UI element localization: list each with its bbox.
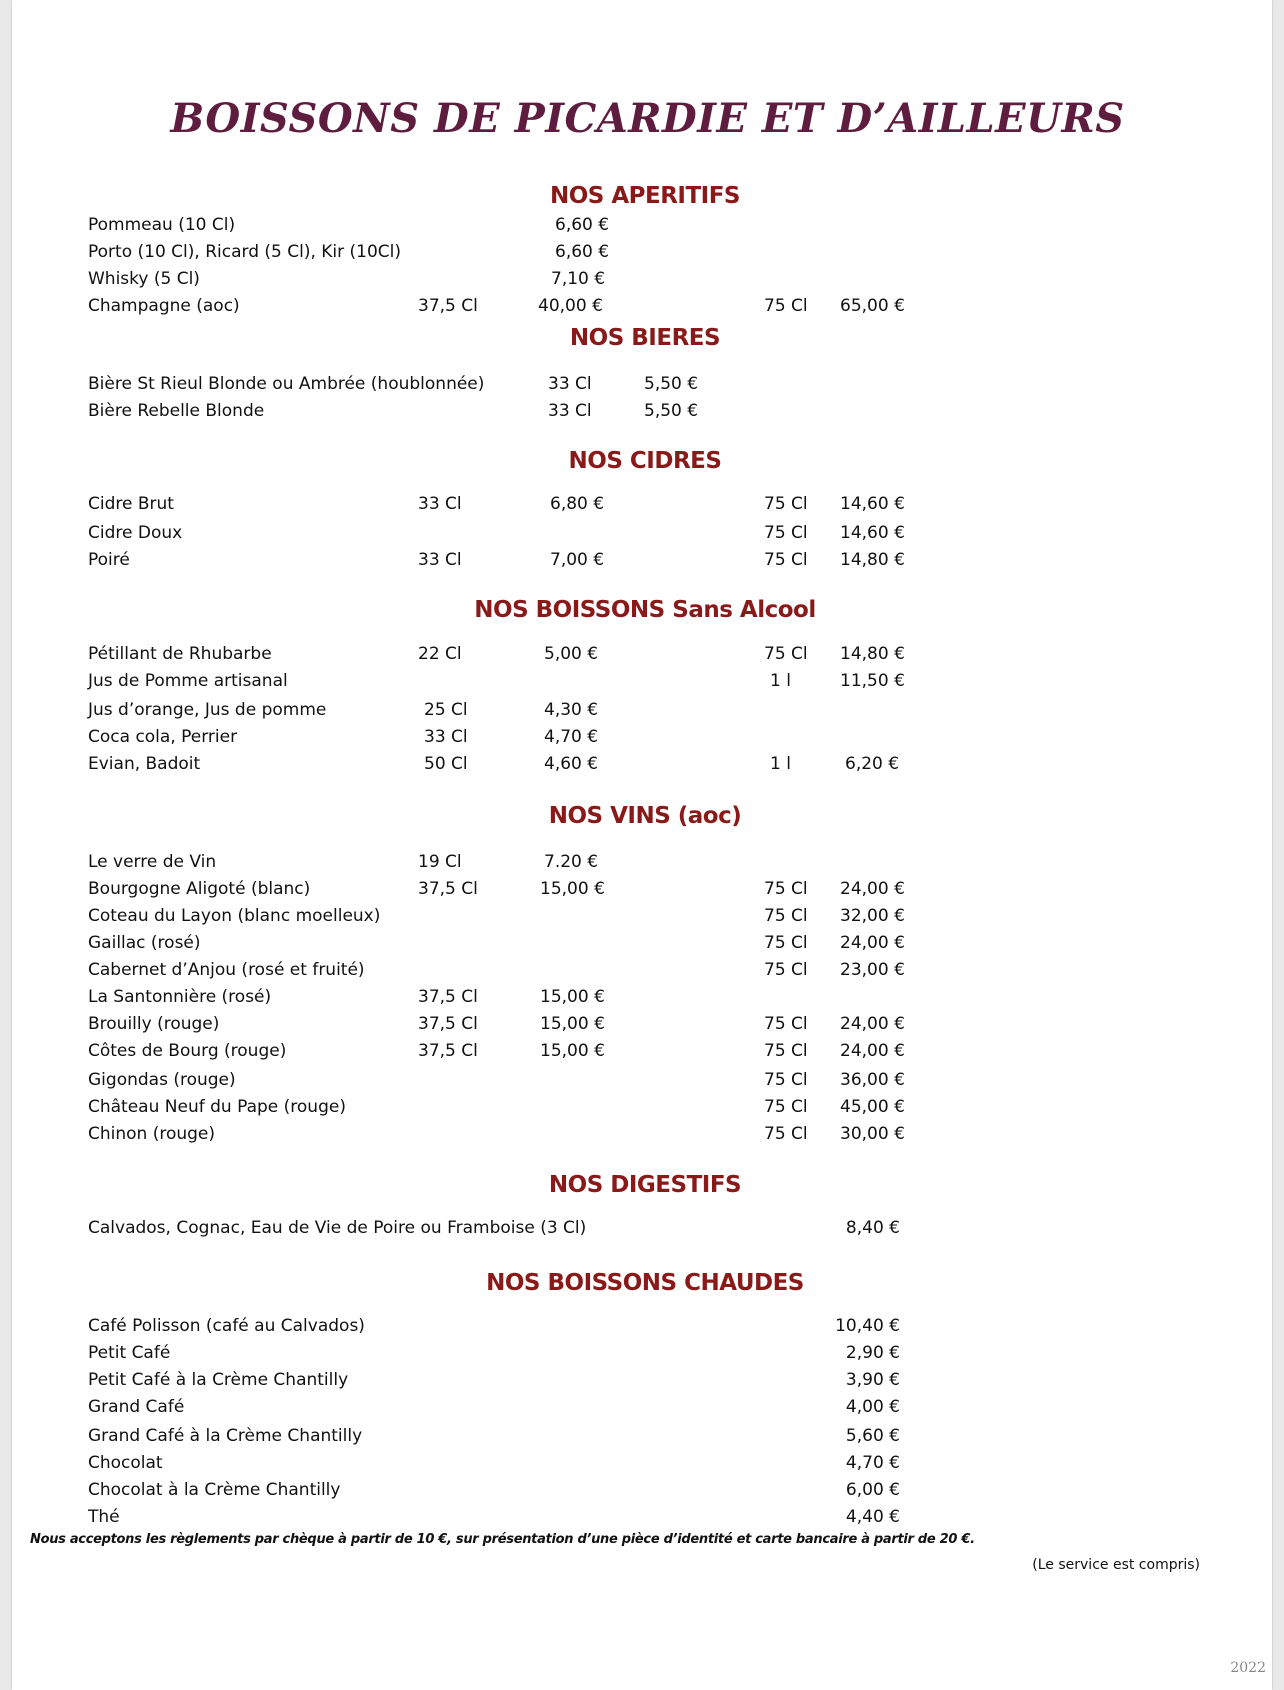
- item-name: Cidre Doux: [88, 523, 183, 543]
- menu-row: [0, 1124, 1284, 1148]
- item-price-large: 65,00 €: [840, 296, 905, 316]
- menu-row: [0, 1218, 1284, 1242]
- menu-row: [0, 1370, 1284, 1394]
- item-price: 40,00 €: [538, 296, 603, 316]
- item-volume-large: 75 Cl: [764, 879, 808, 899]
- item-volume-large: 75 Cl: [764, 1124, 808, 1144]
- item-price: 3,90 €: [845, 1370, 900, 1390]
- item-volume: 33 Cl: [548, 401, 592, 421]
- item-price-large: 45,00 €: [840, 1097, 905, 1117]
- item-price: 15,00 €: [540, 1041, 605, 1061]
- item-price-large: 23,00 €: [840, 960, 905, 980]
- item-price: 6,60 €: [555, 242, 610, 262]
- item-name: Gaillac (rosé): [88, 933, 201, 953]
- item-price-large: 32,00 €: [840, 906, 905, 926]
- item-price-large: 14,60 €: [840, 494, 905, 514]
- item-volume-large: 75 Cl: [764, 1097, 808, 1117]
- item-name: Château Neuf du Pape (rouge): [88, 1097, 346, 1117]
- item-volume: 25 Cl: [424, 700, 468, 720]
- item-name: Champagne (aoc): [88, 296, 240, 316]
- item-price-large: 24,00 €: [840, 879, 905, 899]
- item-price: 4,70 €: [544, 727, 599, 747]
- item-name: Côtes de Bourg (rouge): [88, 1041, 287, 1061]
- item-price: 7,00 €: [550, 550, 605, 570]
- item-volume-large: 75 Cl: [764, 1041, 808, 1061]
- item-volume: 37,5 Cl: [418, 296, 478, 316]
- item-price: 4,30 €: [544, 700, 599, 720]
- menu-row: [0, 933, 1284, 957]
- item-volume-large: 75 Cl: [764, 933, 808, 953]
- item-price: 4,70 €: [845, 1453, 900, 1473]
- item-price: 4,00 €: [845, 1397, 900, 1417]
- item-name: Coca cola, Perrier: [88, 727, 238, 747]
- item-price: 6,00 €: [845, 1480, 900, 1500]
- item-name: Calvados, Cognac, Eau de Vie de Poire ou Framboise (3 Cl): [88, 1218, 587, 1238]
- menu-row: [0, 906, 1284, 930]
- menu-row: [0, 242, 1284, 266]
- item-price-large: 24,00 €: [840, 933, 905, 953]
- section-heading-sans-alcool: NOS BOISSONS Sans Alcool: [474, 597, 816, 623]
- item-name: Poiré: [88, 550, 130, 570]
- item-volume: 37,5 Cl: [418, 1014, 478, 1034]
- item-volume-large: 1 l: [770, 754, 791, 774]
- section-heading-aperitifs: NOS APERITIFS: [549, 183, 741, 209]
- item-name: Chinon (rouge): [88, 1124, 216, 1144]
- item-volume: 37,5 Cl: [418, 987, 478, 1007]
- item-price: 15,00 €: [540, 879, 605, 899]
- item-price: 5,50 €: [644, 374, 699, 394]
- item-price-large: 24,00 €: [840, 1041, 905, 1061]
- item-name: Bière St Rieul Blonde ou Ambrée (houblonnée): [88, 374, 485, 394]
- item-price: 8,40 €: [845, 1218, 900, 1238]
- item-volume: 33 Cl: [424, 727, 468, 747]
- menu-row: [0, 374, 1284, 398]
- item-price: 5,60 €: [845, 1426, 900, 1446]
- menu-row: [0, 987, 1284, 1011]
- item-name: Le verre de Vin: [88, 852, 217, 872]
- menu-row: [0, 1480, 1284, 1504]
- section-heading-chaudes: NOS BOISSONS CHAUDES: [486, 1270, 804, 1296]
- menu-row: [0, 269, 1284, 293]
- item-name: Chocolat à la Crème Chantilly: [88, 1480, 341, 1500]
- item-price-large: 11,50 €: [840, 671, 905, 691]
- item-volume: 37,5 Cl: [418, 1041, 478, 1061]
- item-name: Bourgogne Aligoté (blanc): [88, 879, 311, 899]
- item-price-large: 14,80 €: [840, 550, 905, 570]
- item-volume: 33 Cl: [418, 550, 462, 570]
- menu-row: [0, 671, 1284, 695]
- item-volume: 33 Cl: [548, 374, 592, 394]
- item-volume-large: 75 Cl: [764, 494, 808, 514]
- item-name: Petit Café à la Crème Chantilly: [88, 1370, 349, 1390]
- menu-row: [0, 644, 1284, 668]
- page-title: BOISSONS DE PICARDIE ET D’AILLEURS: [170, 95, 1125, 142]
- item-name: Gigondas (rouge): [88, 1070, 236, 1090]
- menu-row: [0, 1041, 1284, 1065]
- menu-row: [0, 550, 1284, 574]
- menu-row: [0, 215, 1284, 239]
- item-name: Evian, Badoit: [88, 754, 201, 774]
- item-name: Grand Café: [88, 1397, 185, 1417]
- item-price-large: 14,60 €: [840, 523, 905, 543]
- item-name: Brouilly (rouge): [88, 1014, 220, 1034]
- item-volume-large: 75 Cl: [764, 960, 808, 980]
- item-price: 4,40 €: [845, 1507, 900, 1527]
- item-volume: 33 Cl: [418, 494, 462, 514]
- menu-row: [0, 1343, 1284, 1367]
- menu-row: [0, 296, 1284, 320]
- item-price-large: 6,20 €: [845, 754, 900, 774]
- item-name: Pétillant de Rhubarbe: [88, 644, 272, 664]
- item-volume-large: 75 Cl: [764, 1014, 808, 1034]
- item-price: 15,00 €: [540, 1014, 605, 1034]
- menu-row: [0, 1453, 1284, 1477]
- menu-row: [0, 1097, 1284, 1121]
- item-price: 10,40 €: [835, 1316, 900, 1336]
- item-volume-large: 75 Cl: [764, 550, 808, 570]
- item-name: Café Polisson (café au Calvados): [88, 1316, 365, 1336]
- item-name: Cidre Brut: [88, 494, 174, 514]
- item-price-large: 24,00 €: [840, 1014, 905, 1034]
- section-heading-digestifs: NOS DIGESTIFS: [548, 1172, 742, 1198]
- item-name: Cabernet d’Anjou (rosé et fruité): [88, 960, 365, 980]
- menu-row: [0, 879, 1284, 903]
- item-volume-large: 75 Cl: [764, 523, 808, 543]
- item-volume: 50 Cl: [424, 754, 468, 774]
- item-price: 5,50 €: [644, 401, 699, 421]
- item-volume-large: 75 Cl: [764, 644, 808, 664]
- item-price: 7.20 €: [544, 852, 599, 872]
- item-name: Whisky (5 Cl): [88, 269, 200, 289]
- menu-row: [0, 960, 1284, 984]
- item-volume: 37,5 Cl: [418, 879, 478, 899]
- item-price: 6,80 €: [550, 494, 605, 514]
- page-year: 2022: [1230, 1660, 1266, 1676]
- item-name: Jus d’orange, Jus de pomme: [88, 700, 327, 720]
- item-name: Thé: [88, 1507, 120, 1527]
- menu-row: [0, 494, 1284, 518]
- menu-row: [0, 1397, 1284, 1421]
- item-name: Bière Rebelle Blonde: [88, 401, 265, 421]
- item-name: Porto (10 Cl), Ricard (5 Cl), Kir (10Cl): [88, 242, 402, 262]
- item-name: Petit Café: [88, 1343, 171, 1363]
- menu-row: [0, 754, 1284, 778]
- item-price-large: 14,80 €: [840, 644, 905, 664]
- item-name: La Santonnière (rosé): [88, 987, 272, 1007]
- item-name: Grand Café à la Crème Chantilly: [88, 1426, 363, 1446]
- item-name: Pommeau (10 Cl): [88, 215, 236, 235]
- item-name: Chocolat: [88, 1453, 163, 1473]
- item-name: Jus de Pomme artisanal: [88, 671, 288, 691]
- item-volume-large: 75 Cl: [764, 906, 808, 926]
- item-price: 6,60 €: [555, 215, 610, 235]
- menu-row: [0, 523, 1284, 547]
- item-price: 5,00 €: [544, 644, 599, 664]
- menu-row: [0, 401, 1284, 425]
- menu-row: [0, 700, 1284, 724]
- item-price: 15,00 €: [540, 987, 605, 1007]
- item-price: 4,60 €: [544, 754, 599, 774]
- item-price: 7,10 €: [551, 269, 606, 289]
- menu-row: [0, 1426, 1284, 1450]
- item-price: 2,90 €: [845, 1343, 900, 1363]
- service-note: (Le service est compris): [1032, 1557, 1200, 1573]
- menu-row: [0, 1070, 1284, 1094]
- item-volume-large: 75 Cl: [764, 1070, 808, 1090]
- item-volume-large: 1 l: [770, 671, 791, 691]
- menu-row: [0, 727, 1284, 751]
- section-heading-bieres: NOS BIERES: [569, 325, 721, 351]
- item-price-large: 36,00 €: [840, 1070, 905, 1090]
- item-volume: 22 Cl: [418, 644, 462, 664]
- menu-row: [0, 1316, 1284, 1340]
- menu-row: [0, 852, 1284, 876]
- item-volume: 19 Cl: [418, 852, 462, 872]
- menu-row: [0, 1507, 1284, 1531]
- section-heading-vins: NOS VINS (aoc): [548, 803, 742, 829]
- item-price-large: 30,00 €: [840, 1124, 905, 1144]
- item-name: Coteau du Layon (blanc moelleux): [88, 906, 381, 926]
- section-heading-cidres: NOS CIDRES: [568, 448, 722, 474]
- menu-row: [0, 1014, 1284, 1038]
- item-volume-large: 75 Cl: [764, 296, 808, 316]
- payment-note: Nous acceptons les règlements par chèque à partir de 10 €, sur présentation d’une pièce d’identité et carte bancaire à partir de 20 €.: [30, 1532, 975, 1547]
